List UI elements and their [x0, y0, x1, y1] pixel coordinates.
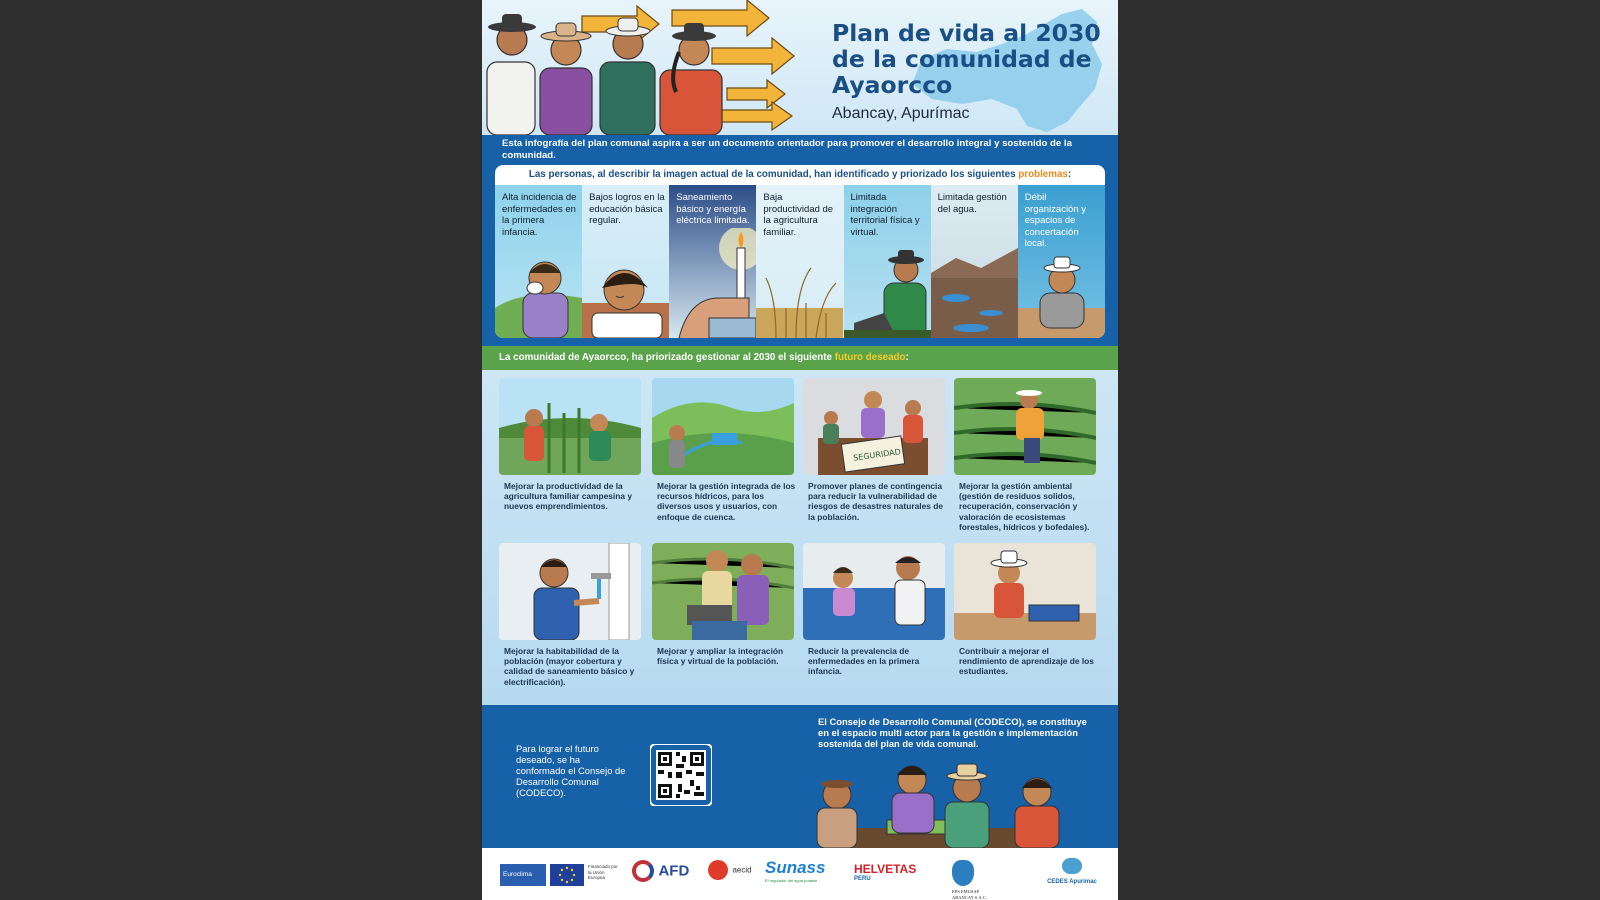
goal-caption: Contribuir a mejorar el rendimiento de aprendizaje de los estudiantes.	[959, 646, 1094, 677]
problem-item-organization	[1018, 185, 1105, 338]
problem-item-education	[582, 185, 669, 338]
goal-caption: Mejorar la gestión integrada de los recursos hídricos, para los diversos usos y usuarios, con enfoque de cuenca.	[657, 481, 796, 522]
candle-hand-illustration	[669, 228, 756, 338]
intro-section	[482, 135, 1118, 346]
goal-card-habitability	[499, 543, 644, 687]
intro-text: Esta infografía del plan comunal aspira a ser un documento orientador para promover el desarrollo integral y sostenido de la comunidad.	[502, 138, 1072, 161]
man-with-laptop-illustration	[844, 248, 931, 338]
goals-grid	[482, 370, 1118, 705]
goal-caption: Mejorar la habitabilidad de la población (mayor cobertura y calidad de saneamiento básico y electrificación).	[504, 646, 635, 687]
person-4	[660, 23, 722, 135]
goal-card-risk	[803, 378, 948, 522]
goal-card-integration	[652, 543, 797, 666]
sunass-logo-text: Sunass	[765, 858, 826, 877]
problem-label: Saneamiento básico y energía eléctrica limitada.	[676, 192, 750, 227]
goal-caption: Mejorar la gestión ambiental (gestión de residuos solidos, recuperación, conservación y valoración de ecosistemas forestales, hídricos y bofedales).	[959, 481, 1090, 532]
dry-crops-illustration	[756, 248, 843, 338]
person-3	[600, 18, 655, 135]
afd-logo	[632, 860, 689, 882]
problems-heading-lead: Las personas, al describir la imagen actual de la comunidad, han identificado y priorizado los siguientes	[528, 169, 1016, 180]
problems-list	[495, 185, 1105, 338]
goal-image	[803, 543, 945, 640]
future-banner	[482, 346, 1118, 370]
problem-item-sanitation	[669, 185, 756, 338]
thoughtful-woman-illustration	[1018, 248, 1105, 338]
future-heading	[499, 352, 909, 363]
codeco-description: El Consejo de Desarrollo Comunal (CODECO), se constituye en el espacio multi actor para la gestión e implementación sostenida del plan de vida comunal.	[818, 716, 1087, 749]
goal-card-water	[652, 378, 797, 522]
svg-text:SEGURIDAD: SEGURIDAD	[852, 447, 902, 463]
problem-item-connectivity	[844, 185, 931, 338]
qr-code[interactable]	[650, 744, 712, 806]
problems-heading-end: :	[1067, 169, 1072, 180]
person-2	[540, 23, 592, 135]
cedes-logo-text: CEDES Apurimac	[1047, 879, 1097, 885]
goal-image	[499, 543, 641, 640]
goal-caption: Reducir la prevalencia de enfermedades en la primera infancia.	[808, 646, 920, 677]
problems-keyword: problemas	[1018, 169, 1068, 180]
goal-image	[652, 378, 794, 475]
page-title: Plan de vida al 2030 de la comunidad de Ayaorcco	[832, 19, 1101, 99]
goal-image	[499, 378, 641, 475]
header	[482, 0, 1118, 135]
sponsor-logos	[482, 848, 1118, 900]
problem-label: Alta incidencia de enfermedades en la primera infancia.	[502, 192, 577, 238]
emusap-logo-text: EPS EMUSAP ABANCAY S.A.C.	[952, 889, 987, 900]
goal-caption: Mejorar la productividad de la agricultura familiar campesina y nuevos emprendimientos.	[504, 481, 633, 512]
sunass-logo	[765, 858, 825, 883]
emusap-logo	[952, 860, 1022, 900]
goal-image	[954, 378, 1096, 475]
people-looking-ahead-illustration	[482, 0, 827, 135]
future-heading-lead: La comunidad de Ayaorcco, ha priorizado gestionar al 2030 el siguiente	[499, 352, 833, 363]
problem-label: Débil organización y espacios de concertación local.	[1024, 192, 1087, 250]
afd-logo-text: AFD	[658, 862, 690, 880]
cedes-logo	[1042, 858, 1102, 885]
sleeping-student-illustration	[582, 258, 669, 338]
goal-image	[954, 543, 1096, 640]
goal-card-learning	[954, 543, 1099, 677]
goal-caption: Promover planes de contingencia para reducir la vulnerabilidad de riesgos de desastres naturales de la población.	[808, 481, 943, 522]
problem-label: Baja productividad de la agricultura familiar.	[763, 192, 834, 238]
infographic-poster	[482, 0, 1118, 900]
dry-land-illustration	[931, 228, 1018, 338]
helvetas-country: PERU	[854, 876, 871, 882]
problems-heading	[495, 169, 1105, 180]
problem-item-child-health	[495, 185, 582, 338]
sick-child-illustration	[495, 238, 582, 338]
problem-item-agriculture	[756, 185, 843, 338]
location-subtitle: Abancay, Apurímac	[832, 105, 970, 122]
aecid-logo	[708, 860, 752, 880]
problem-label: Limitada gestión del agua.	[937, 192, 1007, 215]
goal-image	[803, 378, 945, 475]
helvetas-logo	[854, 862, 916, 882]
problem-item-water	[931, 185, 1018, 338]
goal-card-environment	[954, 378, 1099, 532]
codeco-intro-text: Para lograr el futuro deseado, se ha conformado el Consejo de Desarrollo Comunal (CODECO).	[516, 743, 626, 798]
community-meeting-illustration	[797, 750, 1097, 848]
codeco-section	[482, 705, 1118, 848]
sunass-tagline: El regulador del agua potable	[765, 878, 818, 883]
eu-financed-label: Financiado por la Unión Europea	[588, 864, 618, 880]
problems-panel	[495, 165, 1105, 338]
goal-card-agriculture	[499, 378, 644, 512]
eu-flag-logo	[550, 864, 584, 886]
goal-card-child-health	[803, 543, 948, 677]
goal-caption: Mejorar y ampliar la integración física y virtual de la población.	[657, 646, 784, 667]
person-1	[487, 14, 536, 135]
euroclima-logo: Euroclima	[500, 864, 546, 886]
future-heading-end: :	[905, 352, 909, 363]
aecid-logo-text: aecid	[732, 865, 752, 875]
problem-label: Bajos logros en la educación básica regular.	[589, 192, 665, 227]
future-keyword: futuro deseado	[834, 352, 906, 363]
problem-label: Limitada integración territorial física y virtual.	[850, 192, 920, 238]
helvetas-logo-text: HELVETAS	[854, 862, 917, 876]
goal-image	[652, 543, 794, 640]
